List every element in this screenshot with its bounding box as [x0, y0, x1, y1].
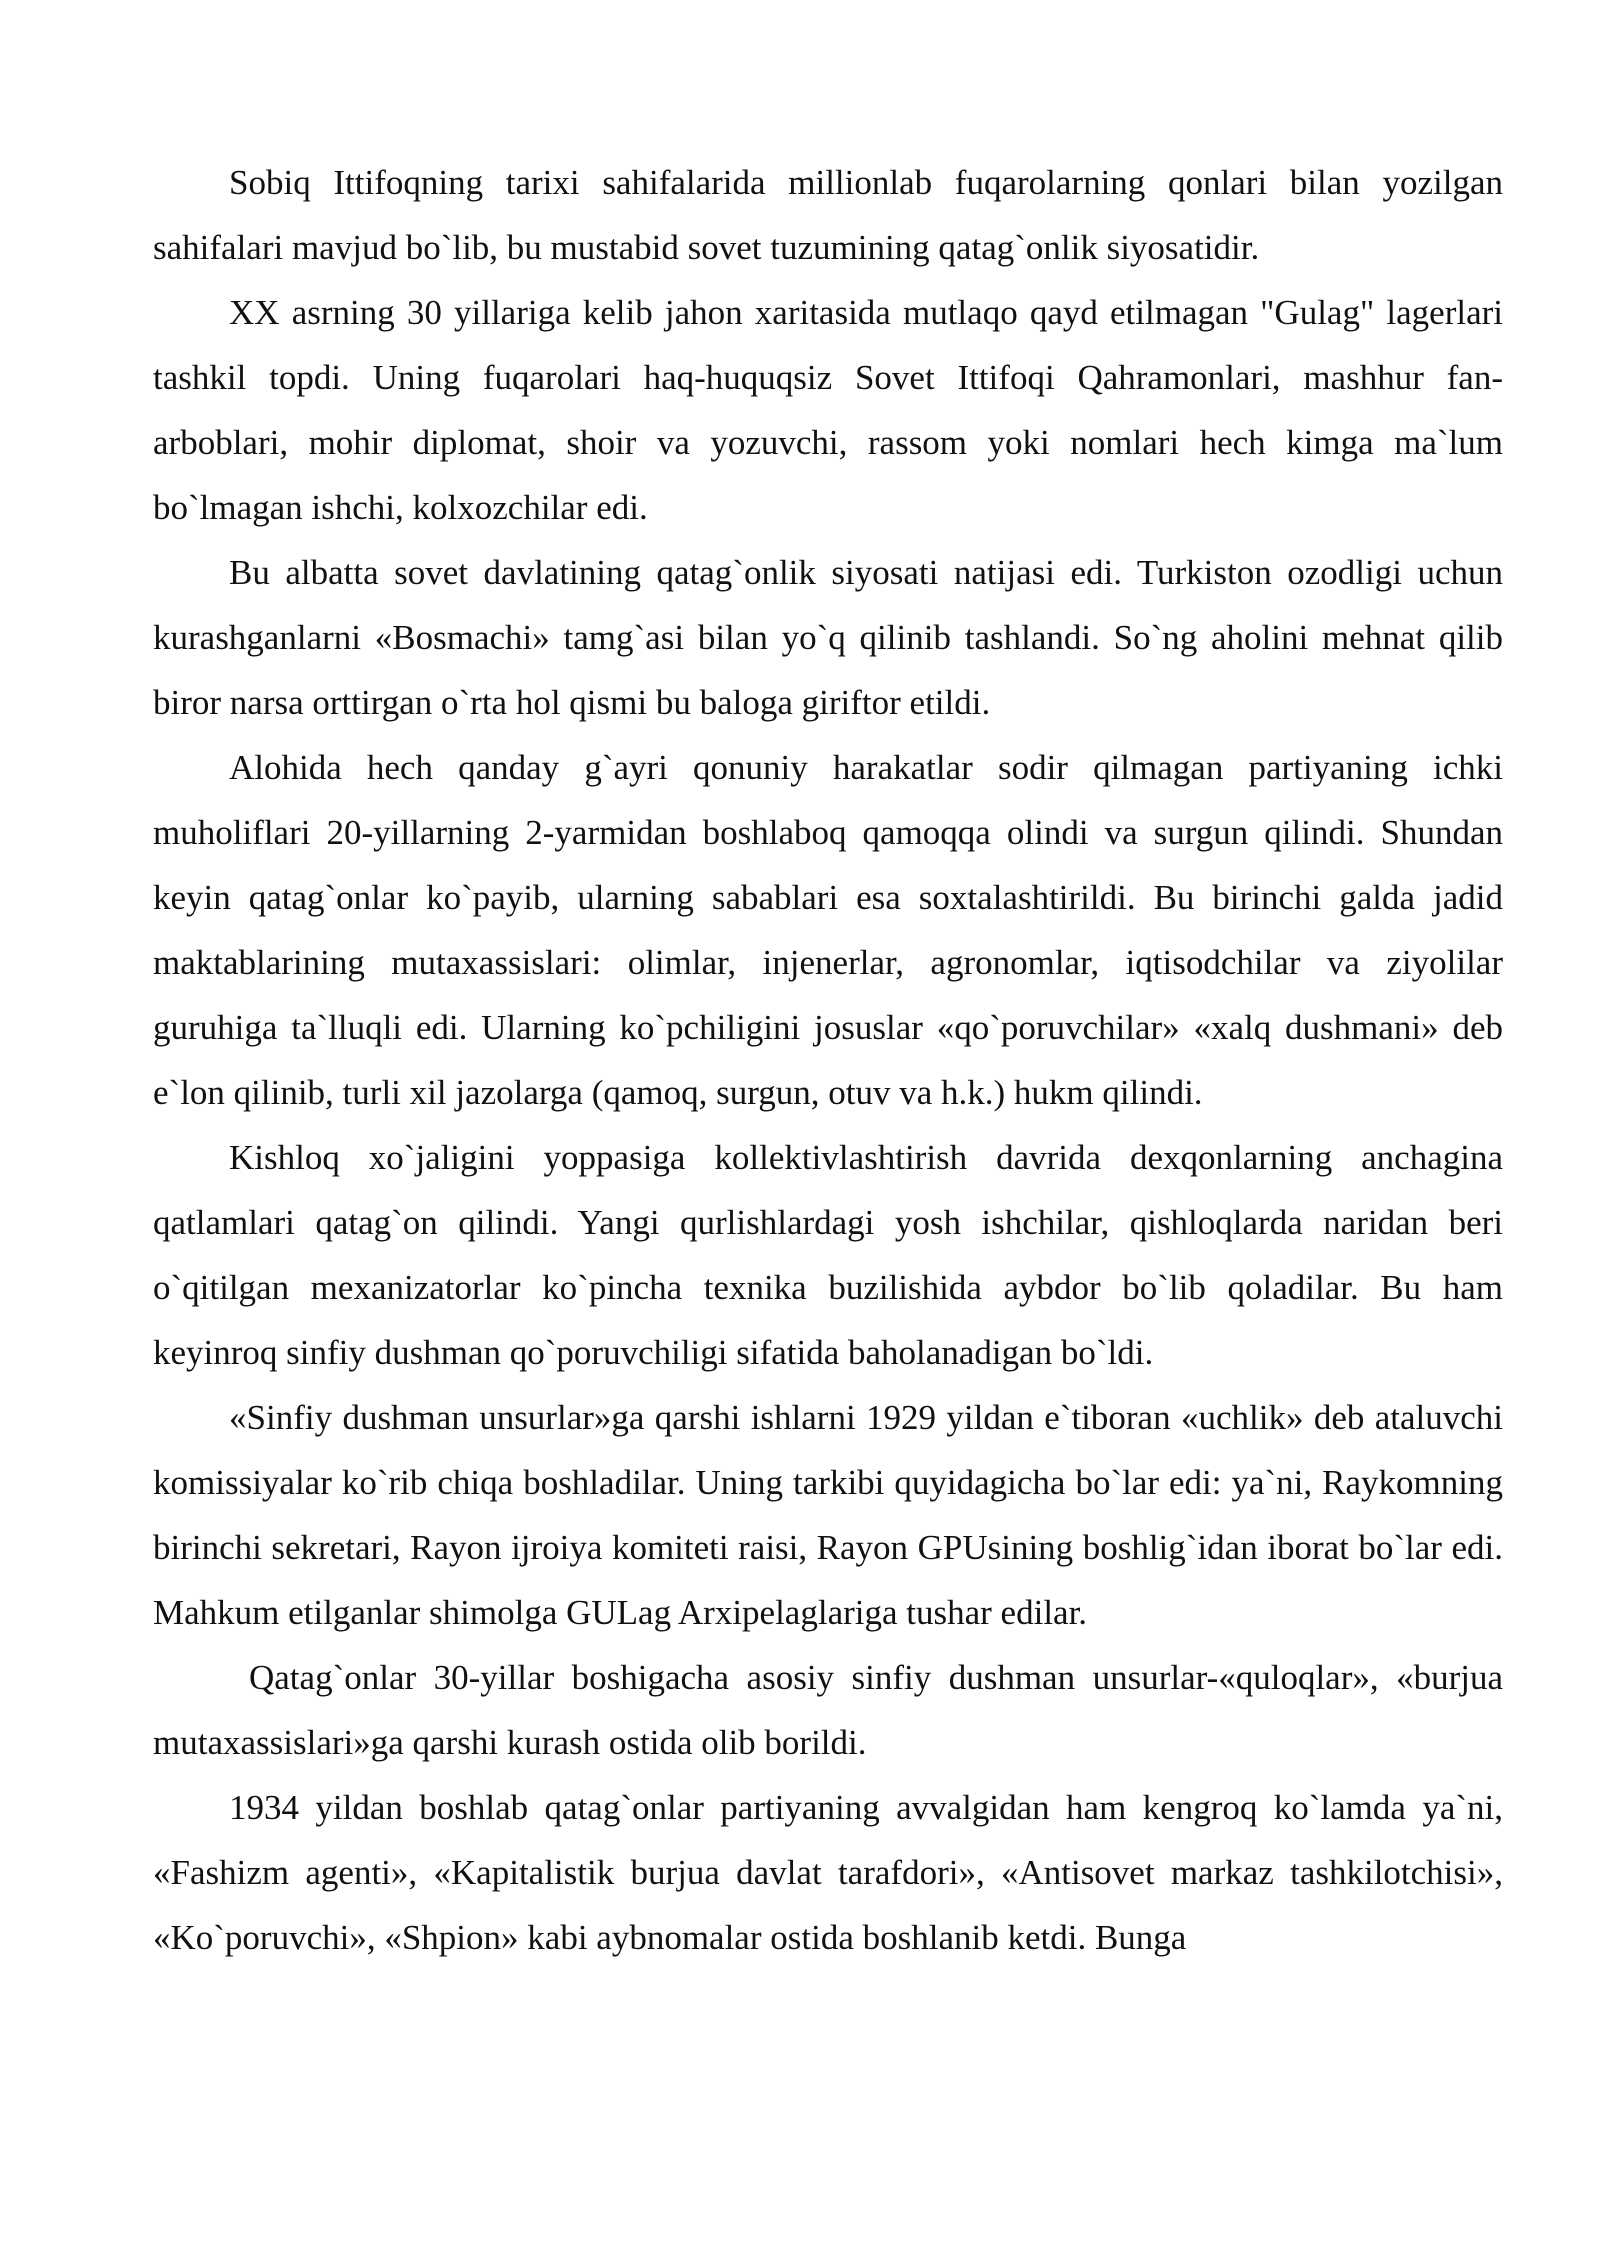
- document-body: [153, 150, 1503, 1970]
- paragraph-2: XX asrning 30 yillariga kelib jahon xaritasida mutlaqo qayd etilmagan "Gulag" lagerlari tashkil topdi. Uning fuqarolari haq-huquqsiz Sovet Ittifoqi Qahramonlari, mashhur fan-arboblari, mohir diplomat, shoir va yozuvchi, rassom yoki nomlari hech kimga ma`lum bo`lmagan ishchi, kolxozchilar edi.: [153, 293, 1503, 527]
- paragraph-1: Sobiq Ittifoqning tarixi sahifalarida millionlab fuqarolarning qonlari bilan yozilgan sahifalari mavjud bo`lib, bu mustabid sovet tuzumining qatag`onlik siyosatidir.: [153, 163, 1503, 267]
- paragraph-8: 1934 yildan boshlab qatag`onlar partiyaning avvalgidan ham kengroq ko`lamda ya`ni, «Fashizm agenti», «Kapitalistik burjua davlat tarafdori», «Antisovet markaz tashkilotchisi», «Ko`poruvchi», «Shpion» kabi aybnomalar ostida boshlanib ketdi. Bunga: [153, 1788, 1503, 1957]
- paragraph-3: Bu albatta sovet davlatining qatag`onlik siyosati natijasi edi. Turkiston ozodligi uchun kurashganlarni «Bosmachi» tamg`asi bilan yo`q qilinib tashlandi. So`ng aholini mehnat qilib biror narsa orttirgan o`rta hol qismi bu baloga giriftor etildi.: [153, 553, 1503, 722]
- paragraph-7: Qatag`onlar 30-yillar boshigacha asosiy sinfiy dushman unsurlar-«quloqlar», «burjua mutaxassislari»ga qarshi kurash ostida olib borildi.: [153, 1658, 1503, 1762]
- paragraph-4: Alohida hech qanday g`ayri qonuniy harakatlar sodir qilmagan partiyaning ichki muholiflari 20-yillarning 2-yarmidan boshlaboq qamoqqa olindi va surgun qilindi. Shundan keyin qatag`onlar ko`payib, ularning sabablari esa soxtalashtirildi. Bu birinchi galda jadid maktablarining mutaxassislari: olimlar, injenerlar, agronomlar, iqtisodchilar va ziyolilar guruhiga ta`lluqli edi. Ularning ko`pchiligini josuslar «qo`poruvchilar» «xalq dushmani» deb e`lon qilinib, turli xil jazolarga (qamoq, surgun, otuv va h.k.) hukm qilindi.: [153, 748, 1503, 1112]
- paragraph-5: Kishloq xo`jaligini yoppasiga kollektivlashtirish davrida dexqonlarning anchagina qatlamlari qatag`on qilindi. Yangi qurlishlardagi yosh ishchilar, qishloqlarda naridan beri o`qitilgan mexanizatorlar ko`pincha texnika buzilishida aybdor bo`lib qoladilar. Bu ham keyinroq sinfiy dushman qo`poruvchiligi sifatida baholanadigan bo`ldi.: [153, 1138, 1503, 1372]
- paragraph-6: «Sinfiy dushman unsurlar»ga qarshi ishlarni 1929 yildan e`tiboran «uchlik» deb ataluvchi komissiyalar ko`rib chiqa boshladilar. Uning tarkibi quyidagicha bo`lar edi: ya`ni, Raykomning birinchi sekretari, Rayon ijroiya komiteti raisi, Rayon GPUsining boshlig`idan iborat bo`lar edi. Mahkum etilganlar shimolga GULag Arxipelaglariga tushar edilar.: [153, 1398, 1503, 1632]
